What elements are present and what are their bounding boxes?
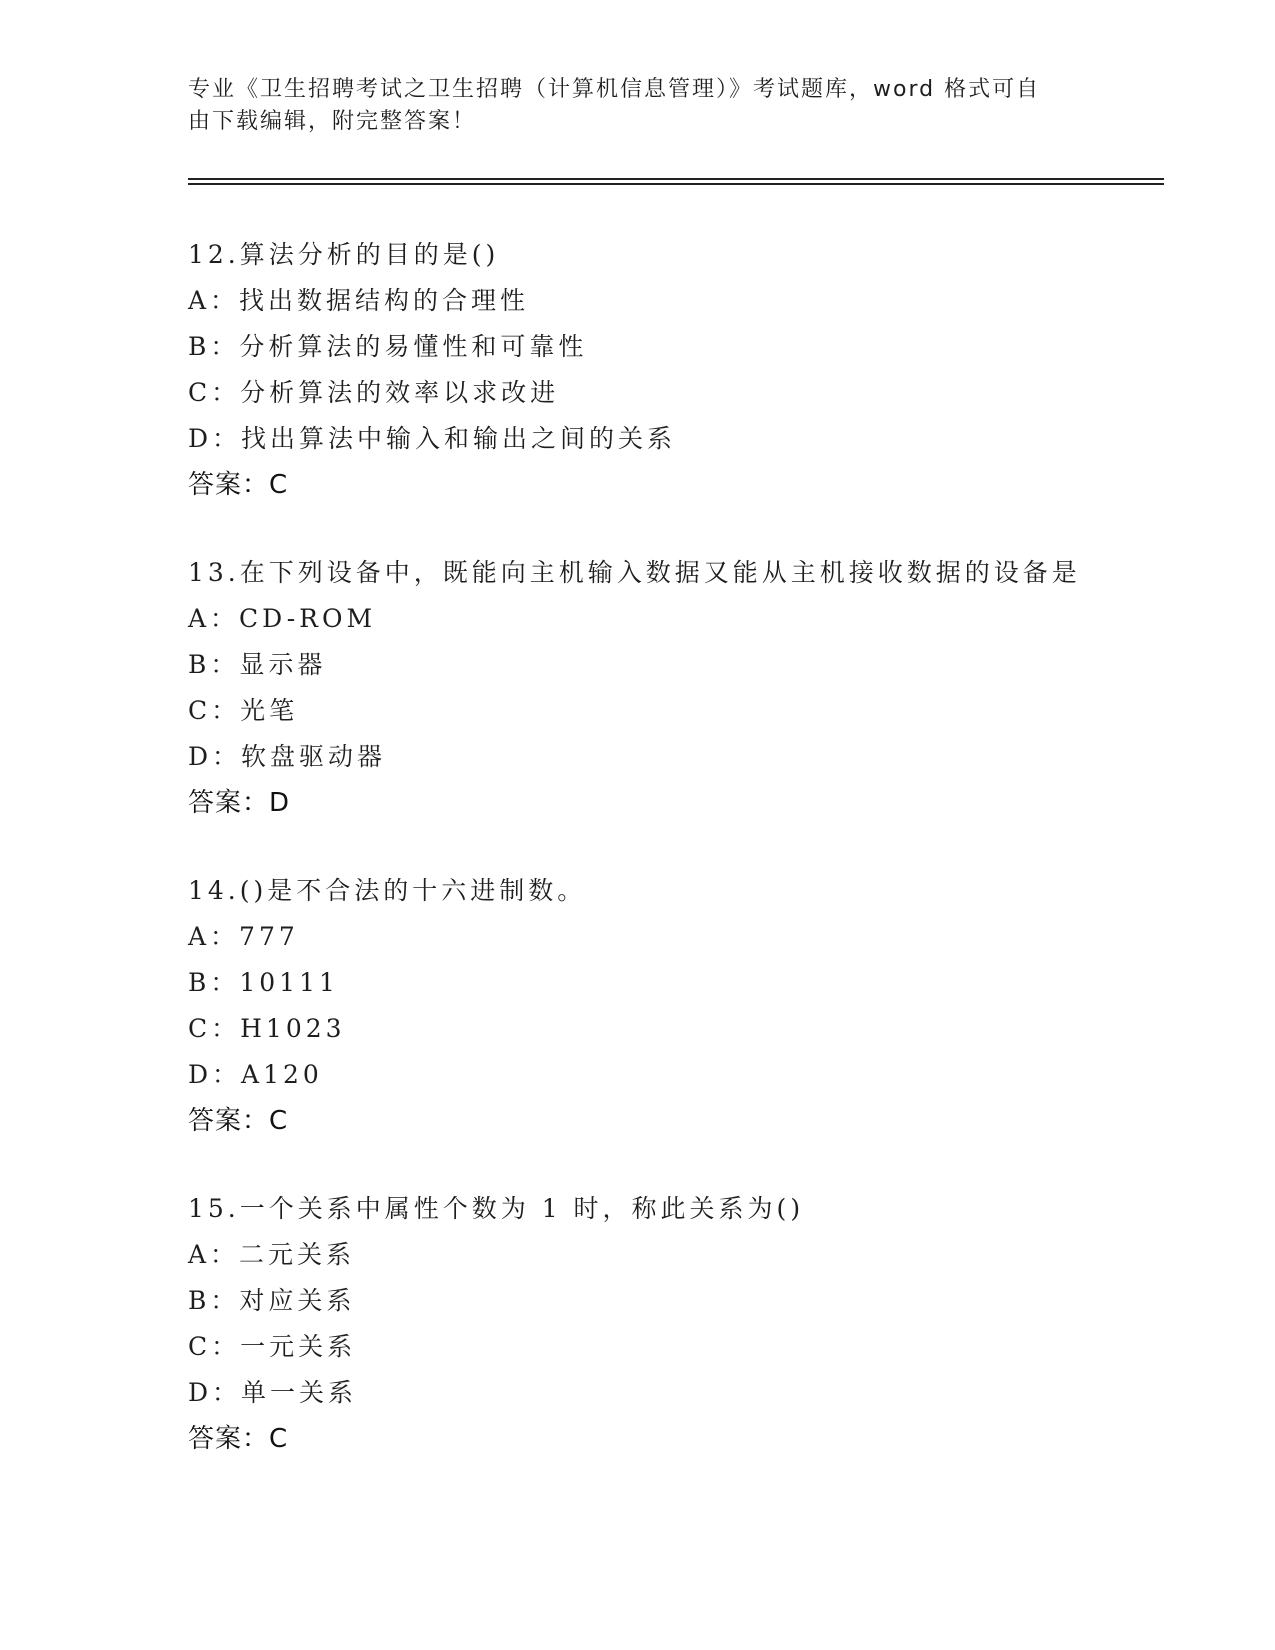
answer: 答案：C	[188, 1424, 289, 1454]
option-b: B：显示器	[188, 650, 327, 679]
option-c: C：一元关系	[188, 1332, 357, 1361]
option-d: D：软盘驱动器	[188, 742, 387, 771]
option-b: B：分析算法的易懂性和可靠性	[188, 332, 588, 361]
option-d: D：单一关系	[188, 1378, 358, 1407]
option-d: D：A120	[188, 1060, 323, 1089]
option-c: C：分析算法的效率以求改进	[188, 378, 560, 407]
option-a: A：二元关系	[188, 1240, 356, 1269]
question-15	[188, 1186, 1168, 1462]
question-stem: 15.一个关系中属性个数为 1 时，称此关系为()	[188, 1194, 805, 1223]
question-stem: 12.算法分析的目的是()	[188, 240, 500, 269]
header-line-2: 由下载编辑，附完整答案！	[188, 109, 477, 134]
option-c: C：H1023	[188, 1014, 346, 1043]
question-stem: 14.()是不合法的十六进制数。	[188, 876, 587, 905]
option-c: C：光笔	[188, 696, 299, 725]
question-12	[188, 232, 1168, 508]
answer: 答案：D	[188, 788, 291, 818]
option-a: A：CD-ROM	[188, 604, 377, 633]
header-divider-bottom	[188, 183, 1164, 185]
question-13	[188, 550, 1168, 826]
question-stem: 13.在下列设备中，既能向主机输入数据又能从主机接收数据的设备是	[188, 558, 1081, 587]
header-line-1: 专业《卫生招聘考试之卫生招聘（计算机信息管理）》考试题库，word 格式可自	[188, 77, 1041, 102]
option-b: B：对应关系	[188, 1286, 356, 1315]
option-d: D：找出算法中输入和输出之间的关系	[188, 424, 677, 453]
question-14	[188, 868, 1168, 1144]
answer: 答案：C	[188, 1106, 289, 1136]
option-b: B：10111	[188, 968, 339, 997]
document-header	[188, 74, 1068, 138]
answer: 答案：C	[188, 470, 289, 500]
option-a: A：777	[188, 922, 299, 951]
header-divider-top	[188, 178, 1164, 180]
option-a: A：找出数据结构的合理性	[188, 286, 530, 315]
